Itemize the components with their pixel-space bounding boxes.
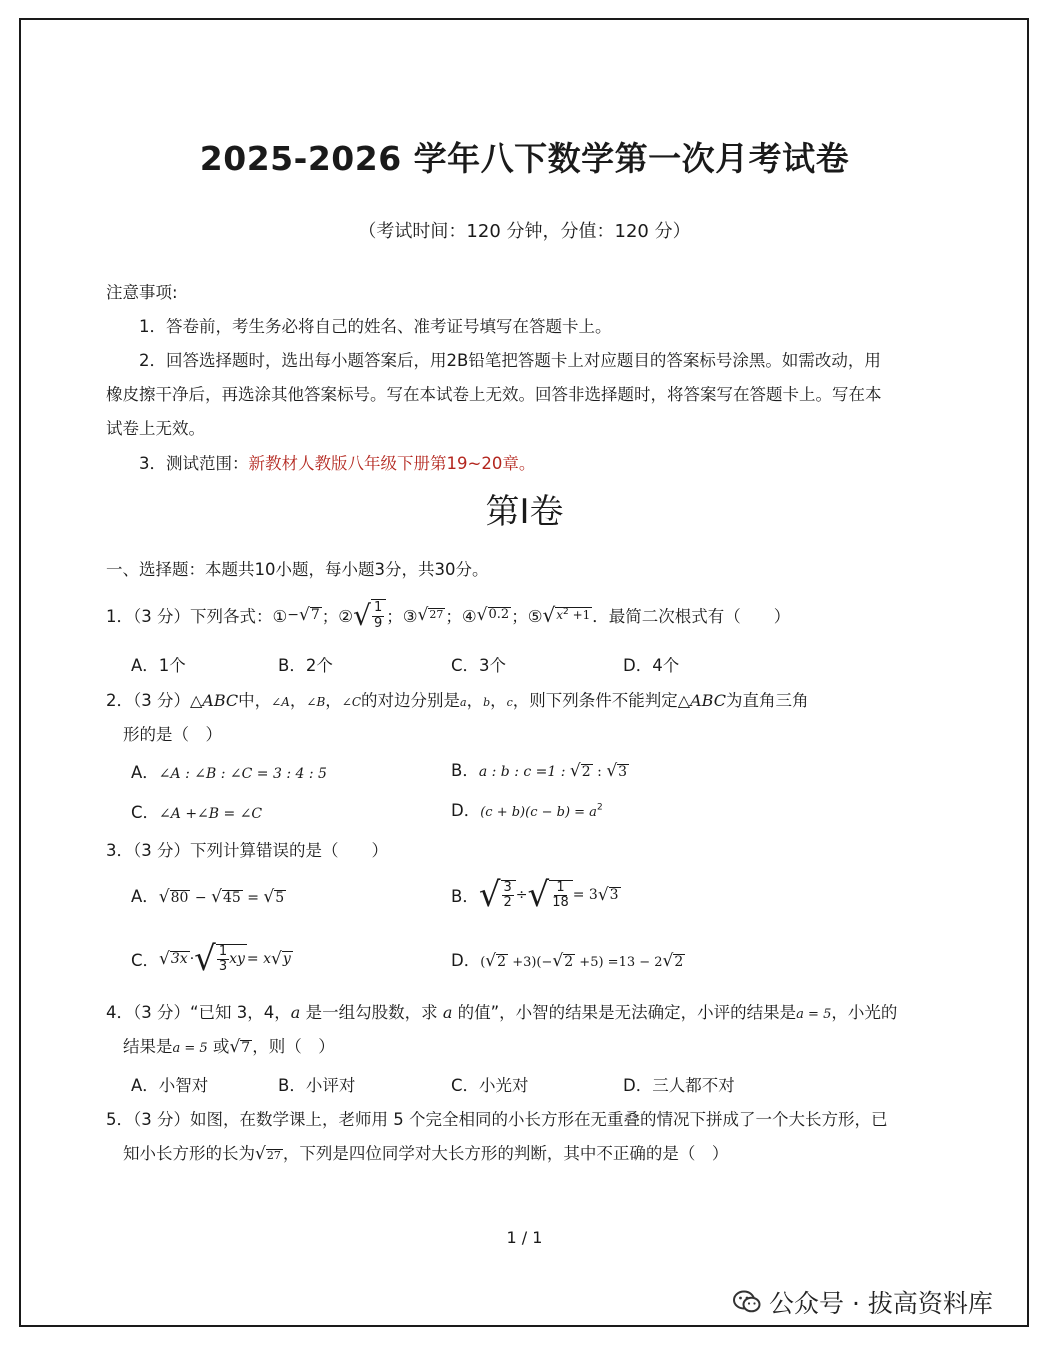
q2-triangle-2: △ABC — [677, 691, 726, 710]
q1-radicand-3: 27 — [429, 608, 444, 622]
q4-option-d: D．三人都不对 — [623, 1076, 735, 1095]
q2-option-d: D．$(c + b)(c - b) = a^2$ — [451, 801, 603, 820]
q1-sep-3: ；④ — [445, 607, 477, 626]
q3-option-d: D．(√2 +3)(−√2 +5) =13 − 2√2 — [451, 951, 684, 971]
question-4-line2: 结果是a = 5 或√7 ，则（ ） — [123, 1037, 335, 1057]
q3-option-b: B． √ $\frac{3}{2}$ ÷ √ $\frac{1}{18}$ = 3 √ 3 — [451, 875, 619, 915]
q2-option-c-expr: ∠A +∠B = ∠C — [159, 806, 263, 822]
q1-radicand-1: 7 — [310, 606, 320, 623]
q1-option-a: A．1个 — [131, 656, 186, 675]
test-range: 新教材人教版八年级下册第19~20章。 — [248, 454, 536, 473]
q1-option-b: B．2个 — [278, 656, 333, 675]
q4-eq-2: a = 5 — [172, 1041, 208, 1056]
q1-stem-start: 1．（3 分）下列各式：① — [106, 607, 288, 626]
question-3-stem: 3．（3 分）下列计算错误的是（ ） — [106, 841, 388, 860]
volume-title: 第Ⅰ卷 — [485, 492, 564, 532]
q2-angle-b: ∠B — [306, 695, 326, 709]
q4-option-a: A．小智对 — [131, 1076, 209, 1095]
note-item-3-prefix: 3．测试范围： — [139, 454, 249, 473]
wechat-icon — [733, 1290, 761, 1314]
q3-option-c: C． √ 3x · √ $\frac{1}{3}$ xy = x √ y — [131, 939, 291, 979]
notes-heading: 注意事项: — [106, 283, 178, 302]
q2-var-b: b — [483, 696, 491, 709]
question-5-line2: 知小长方形的长为√27 ，下列是四位同学对大长方形的判断，其中不正确的是（ ） — [123, 1144, 729, 1164]
q2-option-a-expr: ∠A : ∠B : ∠C = 3 : 4 : 5 — [158, 766, 327, 782]
note-item-2-line2: 橡皮擦干净后，再选涂其他答案标号。写在本试卷上无效。回答非选择题时，将答案写在答题卡上。写在本 — [106, 385, 882, 404]
question-5-line1: 5．（3 分）如图，在数学课上，老师用 5 个完全相同的小长方形在无重叠的情况下拼成了一个大长方形，已 — [106, 1110, 888, 1129]
q2-triangle-1: △ABC — [190, 691, 239, 710]
q2-option-a: A．∠A : ∠B : ∠C = 3 : 4 : 5 — [131, 763, 327, 782]
note-item-1: 1．答卷前，考生务必将自己的姓名、准考证号填写在答题卡上。 — [139, 317, 612, 336]
watermark — [733, 1284, 993, 1320]
question-2-line2: 形的是（ ） — [123, 725, 222, 744]
q2-angle-a: ∠A — [271, 695, 290, 709]
q2-var-c: c — [506, 696, 513, 709]
q1-stem-end: ．最简二次根式有（ ） — [592, 607, 791, 626]
q1-radicand-5: $x^2 +1$ — [556, 607, 591, 623]
q1-minus: − — [287, 607, 300, 623]
q1-sep-1: ；② — [321, 607, 354, 626]
q2-option-b: B．a : b : c =1 : √2 : √3 — [451, 761, 628, 781]
page-number: 1 / 1 — [506, 1228, 543, 1247]
watermark-text: 公众号 · 拔高资料库 — [769, 1289, 993, 1318]
q1-option-d: D．4个 — [623, 656, 680, 675]
question-1-stem: 1．（3 分）下列各式：① − √ 7 ；② √ $\frac{1}{9}$ ；③ √ 27 ；④ √ 0.2 ；⑤ √ $x^2 +1$ ．最简二次根式有（ ） — [106, 598, 791, 632]
q2-var-a: a — [460, 696, 467, 709]
q1-option-c: C．3个 — [451, 656, 507, 675]
note-item-3 — [139, 450, 535, 474]
exam-subtitle: （考试时间：120 分钟，分值：120 分） — [358, 221, 691, 242]
q4-eq-1: a = 5 — [796, 1007, 832, 1022]
exam-title: 2025-2026 学年八下数学第一次月考试卷 — [199, 139, 850, 178]
q2-angle-c: ∠C — [341, 695, 362, 709]
q1-radicand-4: 0.2 — [488, 607, 510, 623]
q4-option-c: C．小光对 — [451, 1076, 529, 1095]
q1-fraction: $\frac{1}{9}$ — [373, 600, 383, 631]
note-item-2-line1: 2．回答选择题时，选出每小题答案后，用2B铅笔把答题卡上对应题目的答案标号涂黑。如需改动，用 — [139, 351, 881, 370]
section-heading: 一、选择题：本题共10小题，每小题3分，共30分。 — [106, 560, 489, 579]
question-2-line1: 2．（3 分）△ABC中，∠A，∠B，∠C的对边分别是a，b，c，则下列条件不能判定△ABC为直角三角 — [106, 691, 809, 710]
q1-sep-4: ；⑤ — [511, 607, 543, 626]
q3-option-a: A．√80 − √45 = √5 — [131, 887, 285, 907]
q1-sep-2: ；③ — [386, 607, 418, 626]
q2-option-c: C．∠A +∠B = ∠C — [131, 803, 263, 822]
question-4-line1: 4．（3 分）“已知 3，4，a 是一组勾股数，求 a 的值”，小智的结果是无法确定，小评的结果是a = 5，小光的 — [106, 1003, 898, 1022]
q4-option-b: B．小评对 — [278, 1076, 356, 1095]
note-item-2-line3: 试卷上无效。 — [106, 419, 205, 438]
